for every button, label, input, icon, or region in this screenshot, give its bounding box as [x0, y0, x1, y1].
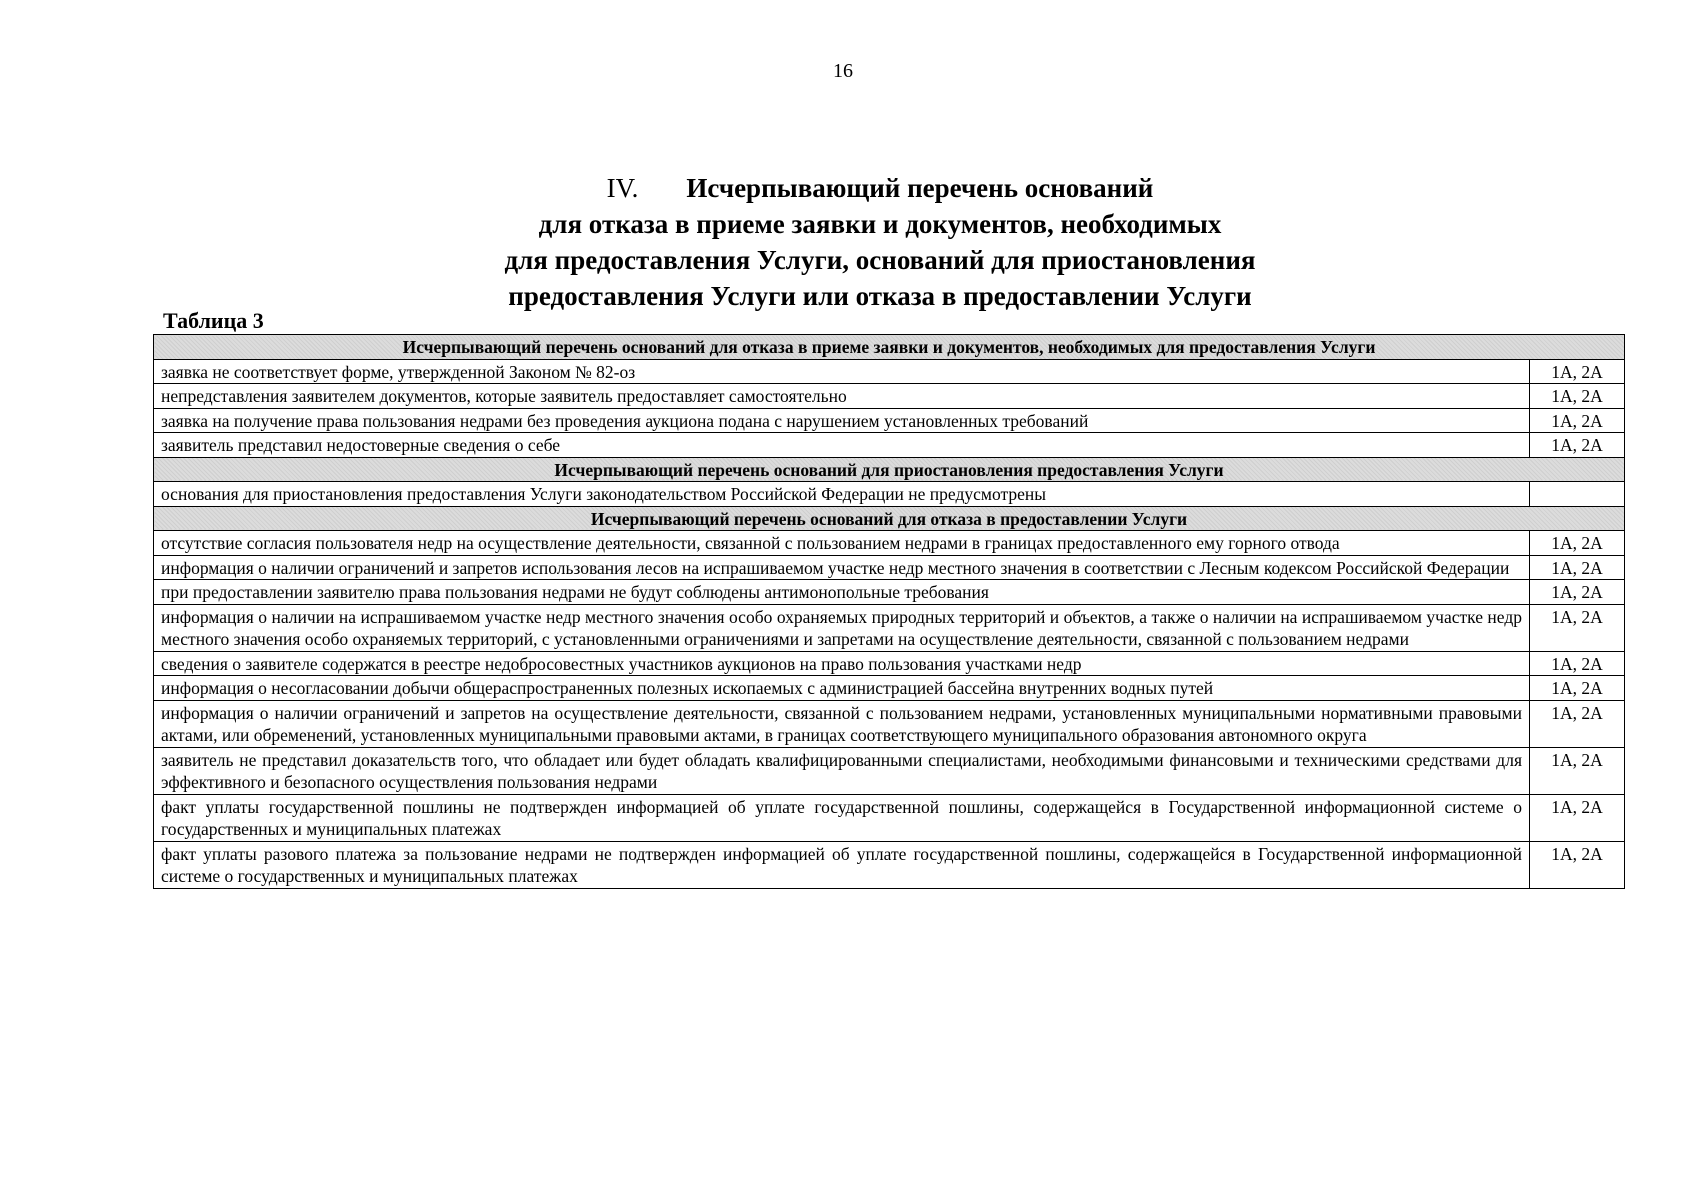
code-cell: 1А, 2А	[1530, 604, 1625, 651]
reason-cell: основания для приостановления предоставления Услуги законодательством Российской Федерации не предусмотрены	[154, 482, 1530, 507]
table-row	[154, 794, 1625, 841]
heading-line-1-text: Исчерпывающий перечень оснований	[686, 173, 1154, 203]
reason-cell: заявка на получение права пользования недрами без проведения аукциона подана с нарушением установленных требований	[154, 408, 1530, 433]
page-number: 16	[833, 60, 853, 82]
table-row	[154, 700, 1625, 747]
heading-line-3: для предоставления Услуги, оснований для приостановления	[504, 245, 1256, 275]
code-cell: 1А, 2А	[1530, 651, 1625, 676]
table-row	[154, 651, 1625, 676]
section-header-row	[154, 335, 1625, 360]
grounds-table	[153, 334, 1625, 889]
code-cell	[1530, 482, 1625, 507]
reason-cell: информация о наличии на испрашиваемом участке недр местного значения особо охраняемых природных территорий и объектов, а также о наличии на испрашиваемом участке недр местного значения особо охраняемых территорий, с установленными ограничениями и запретами на осуществление деятельности, связанной с пользованием недрами	[154, 604, 1530, 651]
section-title: Исчерпывающий перечень оснований для отказа в предоставлении Услуги	[154, 506, 1625, 531]
table-row	[154, 482, 1625, 507]
reason-cell: заявитель не представил доказательств того, что обладает или будет обладать квалифицированными специалистами, необходимыми финансовыми и техническими средствами для эффективного и безопасного осуществления пользования недрами	[154, 747, 1530, 794]
code-cell: 1А, 2А	[1530, 359, 1625, 384]
section-heading	[380, 170, 1380, 314]
table-row	[154, 433, 1625, 458]
reason-cell: сведения о заявителе содержатся в реестре недобросовестных участников аукционов на право пользования участками недр	[154, 651, 1530, 676]
code-cell: 1А, 2А	[1530, 555, 1625, 580]
heading-line-1	[380, 170, 1380, 206]
table-row	[154, 384, 1625, 409]
reason-cell: факт уплаты разового платежа за пользование недрами не подтвержден информацией об уплате государственной пошлины, содержащейся в Государственной информационной системе о государственных и муниципальных платежах	[154, 841, 1530, 888]
table-row	[154, 580, 1625, 605]
table-row	[154, 747, 1625, 794]
section-title: Исчерпывающий перечень оснований для отказа в приеме заявки и документов, необходимых для предоставления Услуги	[154, 335, 1625, 360]
code-cell: 1А, 2А	[1530, 676, 1625, 701]
code-cell: 1А, 2А	[1530, 700, 1625, 747]
table-row	[154, 359, 1625, 384]
section-header-row	[154, 506, 1625, 531]
reason-cell: при предоставлении заявителю права пользования недрами не будут соблюдены антимонопольные требования	[154, 580, 1530, 605]
code-cell: 1А, 2А	[1530, 384, 1625, 409]
code-cell: 1А, 2А	[1530, 580, 1625, 605]
reason-cell: информация о несогласовании добычи общераспространенных полезных ископаемых с администрацией бассейна внутренних водных путей	[154, 676, 1530, 701]
code-cell: 1А, 2А	[1530, 408, 1625, 433]
table-row	[154, 531, 1625, 556]
section-title: Исчерпывающий перечень оснований для приостановления предоставления Услуги	[154, 457, 1625, 482]
code-cell: 1А, 2А	[1530, 794, 1625, 841]
code-cell: 1А, 2А	[1530, 531, 1625, 556]
table-row	[154, 604, 1625, 651]
reason-cell: заявка не соответствует форме, утвержденной Законом № 82-оз	[154, 359, 1530, 384]
heading-roman-numeral: IV.	[606, 173, 639, 203]
heading-line-2: для отказа в приеме заявки и документов, необходимых	[538, 209, 1222, 239]
reason-cell: информация о наличии ограничений и запретов на осуществление деятельности, связанной с пользованием недрами, установленных муниципальными нормативными правовыми актами, или обременений, установленных муниципальными правовыми актами, в границах соответствующего муниципального образования автономного округа	[154, 700, 1530, 747]
code-cell: 1А, 2А	[1530, 841, 1625, 888]
code-cell: 1А, 2А	[1530, 433, 1625, 458]
reason-cell: заявитель представил недостоверные сведения о себе	[154, 433, 1530, 458]
reason-cell: отсутствие согласия пользователя недр на осуществление деятельности, связанной с пользованием недрами в границах предоставленного ему горного отвода	[154, 531, 1530, 556]
code-cell: 1А, 2А	[1530, 747, 1625, 794]
table-row	[154, 841, 1625, 888]
section-header-row	[154, 457, 1625, 482]
table-row	[154, 676, 1625, 701]
table-caption: Таблица 3	[163, 308, 264, 333]
table-row	[154, 555, 1625, 580]
heading-line-4: предоставления Услуги или отказа в предоставлении Услуги	[508, 281, 1252, 311]
reason-cell: факт уплаты государственной пошлины не подтвержден информацией об уплате государственной пошлины, содержащейся в Государственной информационной системе о государственных и муниципальных платежах	[154, 794, 1530, 841]
grounds-table-body	[154, 335, 1625, 889]
table-row	[154, 408, 1625, 433]
reason-cell: информация о наличии ограничений и запретов использования лесов на испрашиваемом участке недр местного значения в соответствии с Лесным кодексом Российской Федерации	[154, 555, 1530, 580]
reason-cell: непредставления заявителем документов, которые заявитель предоставляет самостоятельно	[154, 384, 1530, 409]
